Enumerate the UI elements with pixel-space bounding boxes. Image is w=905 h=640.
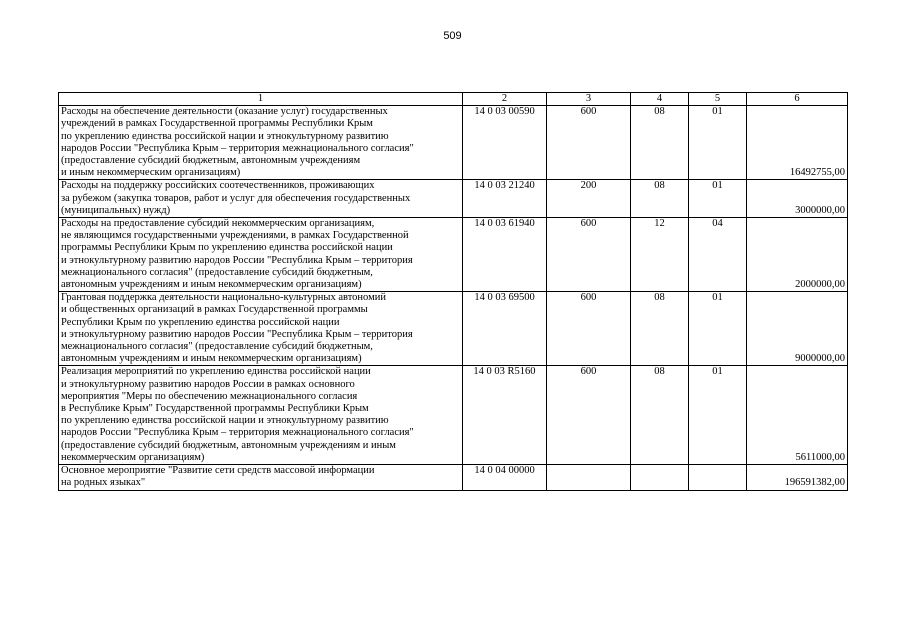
row-csr-cell: 14 0 03 21240 <box>463 180 547 218</box>
table-row <box>59 106 848 180</box>
table-row <box>59 180 848 218</box>
row-csr-cell: 14 0 03 R5160 <box>463 366 547 465</box>
row-csr-cell: 14 0 03 61940 <box>463 218 547 292</box>
row-pr-cell: 01 <box>689 292 747 366</box>
row-amount-cell: 2000000,00 <box>747 218 848 292</box>
table-row <box>59 465 848 490</box>
table-row <box>59 292 848 366</box>
header-row <box>59 93 848 106</box>
row-name-cell: Реализация мероприятий по укреплению единства российской нации и этнокультурному развитию народов России в рамках основного мероприятия "Меры по обеспечению межнационального согласия в Республике Крым" Государственной программы Республики Крым по укреплению единства российской нации и этнокультурному развитию народов России "Республика Крым – территория межнационального согласия" (предоставление субсидий бюджетным, автономным учреждениям и иным некоммерческим организациям) <box>59 366 463 465</box>
col-header-3: 3 <box>547 93 631 106</box>
row-vr-cell: 200 <box>547 180 631 218</box>
row-amount-cell: 3000000,00 <box>747 180 848 218</box>
page-number: 509 <box>443 30 462 42</box>
row-amount-cell: 9000000,00 <box>747 292 848 366</box>
budget-table <box>58 92 848 491</box>
row-name-cell: Расходы на обеспечение деятельности (оказание услуг) государственных учреждений в рамках Государственной программы Республики Крым по укреплению единства российской нации и этнокультурному развитию народов России "Республика Крым – территория межнационального согласия" (предоставление субсидий бюджетным, автономным учреждениям и иным некоммерческим организациям) <box>59 106 463 180</box>
row-name-cell: Основное мероприятие "Развитие сети средств массовой информации на родных языках" <box>59 465 463 490</box>
col-header-4: 4 <box>631 93 689 106</box>
row-vr-cell: 600 <box>547 366 631 465</box>
row-vr-cell <box>547 465 631 490</box>
row-vr-cell: 600 <box>547 106 631 180</box>
col-header-6: 6 <box>747 93 848 106</box>
table-row <box>59 366 848 465</box>
row-name-cell: Расходы на поддержку российских соотечественников, проживающих за рубежом (закупка товаров, работ и услуг для обеспечения государственных (муниципальных) нужд) <box>59 180 463 218</box>
row-csr-cell: 14 0 03 00590 <box>463 106 547 180</box>
row-amount-cell: 16492755,00 <box>747 106 848 180</box>
row-pr-cell: 01 <box>689 180 747 218</box>
row-pr-cell: 04 <box>689 218 747 292</box>
row-rz-cell: 12 <box>631 218 689 292</box>
row-csr-cell: 14 0 04 00000 <box>463 465 547 490</box>
table-row <box>59 218 848 292</box>
row-rz-cell: 08 <box>631 366 689 465</box>
row-name-cell: Расходы на предоставление субсидий некоммерческим организациям, не являющимся государственными учреждениями, в рамках Государственной программы Республики Крым по укреплению единства российской нации и этнокультурному развитию народов России "Республика Крым – территория межнационального согласия" (предоставление субсидий бюджетным, автономным учреждениям и иным некоммерческим организациям) <box>59 218 463 292</box>
row-pr-cell: 01 <box>689 366 747 465</box>
row-pr-cell: 01 <box>689 106 747 180</box>
col-header-1: 1 <box>59 93 463 106</box>
col-header-2: 2 <box>463 93 547 106</box>
row-rz-cell: 08 <box>631 292 689 366</box>
row-rz-cell: 08 <box>631 106 689 180</box>
row-rz-cell: 08 <box>631 180 689 218</box>
row-amount-cell: 5611000,00 <box>747 366 848 465</box>
row-vr-cell: 600 <box>547 292 631 366</box>
row-vr-cell: 600 <box>547 218 631 292</box>
col-header-5: 5 <box>689 93 747 106</box>
row-csr-cell: 14 0 03 69500 <box>463 292 547 366</box>
row-rz-cell <box>631 465 689 490</box>
row-pr-cell <box>689 465 747 490</box>
row-amount-cell: 196591382,00 <box>747 465 848 490</box>
row-name-cell: Грантовая поддержка деятельности национально-культурных автономий и общественных организаций в рамках Государственной программы Республики Крым по укреплению единства российской нации и этнокультурному развитию народов России "Республика Крым – территория межнационального согласия" (предоставление субсидий бюджетным, автономным учреждениям и иным некоммерческим организациям) <box>59 292 463 366</box>
